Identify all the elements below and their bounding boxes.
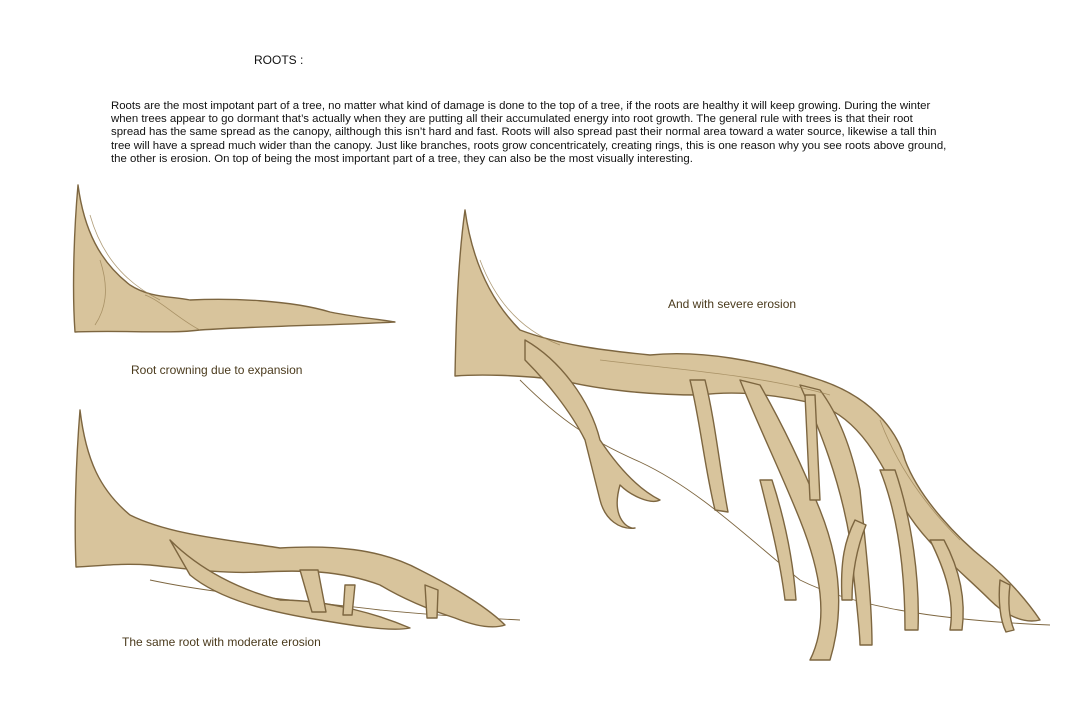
paragraph-line: when trees appear to go dormant that’s actually when they are putting all their accumulated energy into root growth. The general rule with trees is that their root (111, 113, 913, 126)
caption-severe-erosion: And with severe erosion (668, 297, 797, 311)
page-title: ROOTS : (254, 53, 304, 67)
paragraph-line: tree will have a spread much wider than the canopy. Just like branches, roots grow concentricately, creating rings, this is one reason why you see roots above ground, (111, 139, 947, 152)
root-crowning-drawing (74, 185, 395, 332)
caption-moderate-erosion: The same root with moderate erosion (122, 635, 321, 649)
root-severe-erosion-drawing (455, 210, 1050, 660)
root-moderate-erosion-drawing (75, 410, 520, 629)
paragraph-line: Roots are the most impotant part of a tree, no matter what kind of damage is done to the top of a tree, if the roots are healthy it will keep growing. During the winter (111, 100, 931, 112)
caption-crowning: Root crowning due to expansion (131, 363, 303, 377)
paragraph-line: spread has the same spread as the canopy, ailthough this isn’t hard and fast. Roots will also spread past their normal area toward a water source, likewise a tall thin (111, 126, 937, 139)
paragraph-line: the other is erosion. On top of being the most important part of a tree, they can also be the most visually interesting. (111, 152, 693, 165)
